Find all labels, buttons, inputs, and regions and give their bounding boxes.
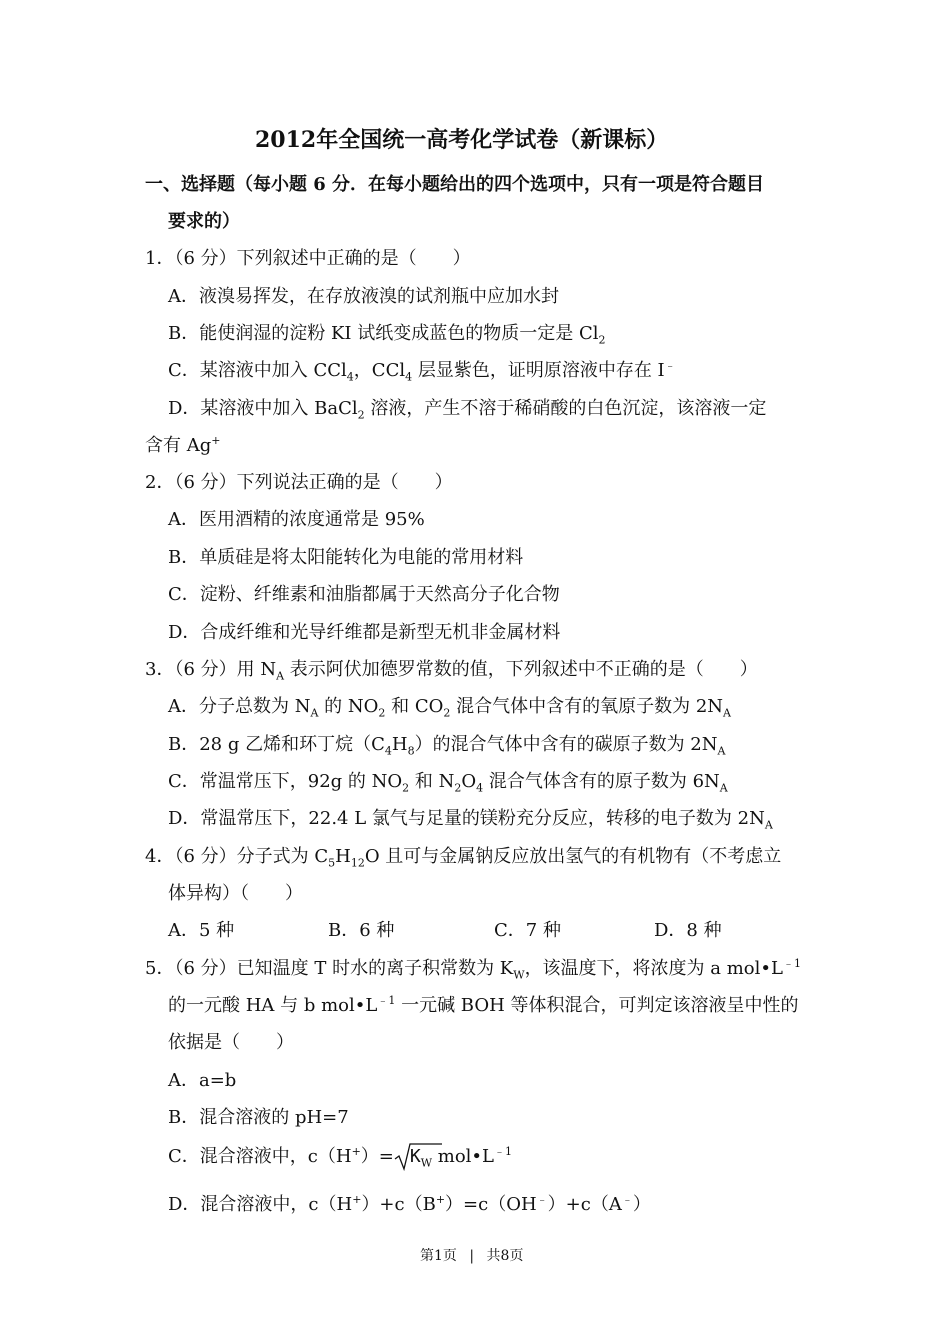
- sqrt-symbol: $K_W$: [394, 1145, 432, 1169]
- q3-option-d: D．常温常压下，22.4 L 氯气与足量的镁粉充分反应，转移的电子数为 $2N_A$: [168, 808, 773, 832]
- page-total: 共8页: [486, 1248, 524, 1264]
- page-footer: [420, 1245, 523, 1265]
- section-heading-cont: 要求的）: [168, 211, 240, 232]
- q4-option-a: A．5 种: [168, 920, 235, 941]
- q3-stem: 3．（6 分）用 $N_A$ 表示阿伏加德罗常数的值，下列叙述中不正确的是（ ）: [145, 659, 758, 683]
- q4-option-c: C．7 种: [494, 920, 561, 941]
- q5-option-b: B．混合溶液的 pH=7: [168, 1107, 349, 1128]
- q2-option-a: A．医用酒精的浓度通常是 95%: [168, 509, 425, 530]
- q1-option-d-cont: 含有 Ag+: [145, 434, 221, 456]
- q5-stem-cont2: 依据是（ ）: [168, 1032, 294, 1053]
- q5-stem: 5．（6 分）已知温度 T 时水的离子积常数为 $K_W$，该温度下，将浓度为 a $mol•L^{﹣1}$: [145, 957, 801, 982]
- q5-option-a: A．a=b: [168, 1070, 237, 1091]
- page-title: 2012年全国统一高考化学试卷（新课标）: [255, 127, 669, 153]
- q2-option-b: B．单质硅是将太阳能转化为电能的常用材料: [168, 547, 524, 568]
- q5-option-d: D．混合溶液中，c（H+）+c（B+）=c（OH﹣）+c（A﹣）: [168, 1193, 651, 1215]
- q5-stem-cont: 的一元酸 HA 与 b $mol•L^{﹣1}$ 一元碱 BOH 等体积混合，可判定该溶液呈中性的: [168, 994, 799, 1016]
- q2-option-c: C．淀粉、纤维素和油脂都属于天然高分子化合物: [168, 584, 560, 605]
- page-number: 第1页: [420, 1248, 457, 1264]
- q1-option-d: D．某溶液中加入 BaCl$_2$ 溶液，产生不溶于稀硝酸的白色沉淀，该溶液一定: [168, 398, 767, 422]
- section-heading: 一、选择题（每小题 6 分．在每小题给出的四个选项中，只有一项是符合题目: [145, 174, 765, 195]
- q1-option-a: A．液溴易挥发，在存放液溴的试剂瓶中应加水封: [168, 286, 559, 307]
- q4-option-b: B．6 种: [328, 920, 395, 941]
- q3-option-b: B．28 g 乙烯和环丁烷$(C_4H_8)$的混合气体中含有的碳原子数为 $2N_A$: [168, 734, 726, 758]
- q4-stem: 4．（6 分）分子式为 $C_5H_{12}O$ 且可与金属钠反应放出氢气的有机物有（不考虑立: [145, 846, 782, 870]
- footer-separator: |: [469, 1248, 475, 1264]
- q1-option-b: B．能使润湿的淀粉 KI 试纸变成蓝色的物质一定是 $Cl_2$: [168, 323, 606, 347]
- q3-option-a: A．分子总数为 $N_A$ 的 $NO_2$ 和 $CO_2$ 混合气体中含有的氧原子数为 $2N_A$: [168, 696, 731, 720]
- q4-option-d: D．8 种: [654, 920, 722, 941]
- q3-option-c: C．常温常压下，92g 的 $NO_2$ 和 $N_2O_4$ 混合气体含有的原子数为 $6N_A$: [168, 771, 728, 795]
- q1-stem: 1．（6 分）下列叙述中正确的是（ ）: [145, 248, 471, 269]
- q4-stem-cont: 体异构）（ ）: [168, 883, 303, 904]
- q5-option-c: C．混合溶液中，c（H+）= $K_W$ $mol•L^{﹣1}$: [168, 1145, 512, 1170]
- q2-option-d: D．合成纤维和光导纤维都是新型无机非金属材料: [168, 622, 561, 643]
- q2-stem: 2．（6 分）下列说法正确的是（ ）: [145, 472, 453, 493]
- q1-option-c: C．某溶液中加入 CCl$_4$，CCl$_4$ 层显紫色，证明原溶液中存在 I﹣: [168, 359, 676, 384]
